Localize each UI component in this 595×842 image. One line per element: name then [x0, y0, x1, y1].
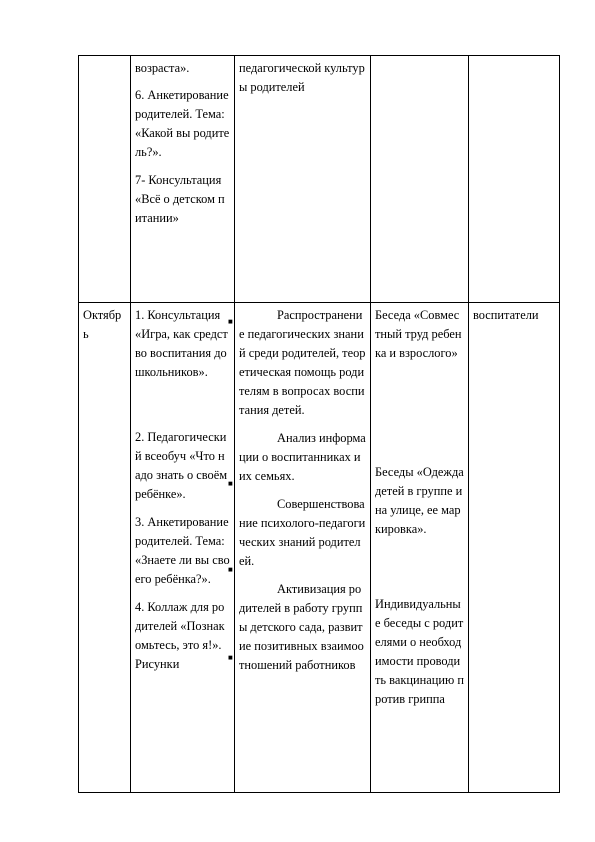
activity-item: возраста». — [135, 61, 190, 75]
activity-item: 2. Педагогический всеобуч «Что надо знать о своём ребёнке». — [135, 430, 228, 501]
activity-item: 7- Консультация «Всё о детском питании» — [135, 173, 225, 225]
bullet-icon: ■ — [228, 317, 233, 326]
bullet-icon: ■ — [228, 653, 233, 662]
responsible-cell — [469, 303, 560, 793]
table-row — [79, 303, 560, 793]
conversations-cell — [371, 56, 469, 303]
conversation-item: Беседа «Совместный труд ребенка и взрослого» — [375, 308, 462, 360]
goal-text: Распространение педагогических знаний среди родителей, теоретическая помощь родителям в вопросах воспитания детей. — [239, 308, 366, 417]
month-label: Октябрь — [83, 308, 122, 341]
conversation-item: Индивидуальные беседы с родителями о необходимости проводить вакцинацию против гриппа — [375, 597, 465, 706]
activity-item: 4. Коллаж для родителей «Познакомьтесь, это я!». Рисунки — [135, 600, 225, 671]
goal-text: Активизация родителей в работу группы детского сада, развитие позитивных взаимоотношений работников — [239, 582, 364, 672]
goals-cell — [235, 303, 371, 793]
goal-text: Совершенствование психолого-педагогических знаний родителей. — [239, 497, 366, 568]
conversation-item: Беседы «Одежда детей в группе и на улице, ее маркировка». — [375, 465, 464, 536]
goal-text: педагогической культуры родителей — [239, 61, 365, 94]
responsible-cell — [469, 56, 560, 303]
bullet-icon: ■ — [228, 565, 233, 574]
activity-item: 1. Консультация «Игра, как средство воспитания дошкольников». — [135, 308, 228, 379]
goals-cell — [235, 56, 371, 303]
conversations-cell — [371, 303, 469, 793]
activity-item: 6. Анкетирование родителей. Тема: «Какой вы родитель?». — [135, 88, 230, 159]
table-row — [79, 56, 560, 303]
responsible-label: воспитатели — [473, 308, 539, 322]
goal-text: Анализ информации о воспитанниках и их семьях. — [239, 431, 366, 483]
activities-cell — [131, 303, 235, 793]
parent-work-plan-table — [78, 55, 560, 793]
bullet-icon: ■ — [228, 479, 233, 488]
month-cell — [79, 56, 131, 303]
month-cell — [79, 303, 131, 793]
activity-item: 3. Анкетирование родителей. Тема: «Знаете ли вы своего ребёнка?». — [135, 515, 230, 586]
activities-cell — [131, 56, 235, 303]
